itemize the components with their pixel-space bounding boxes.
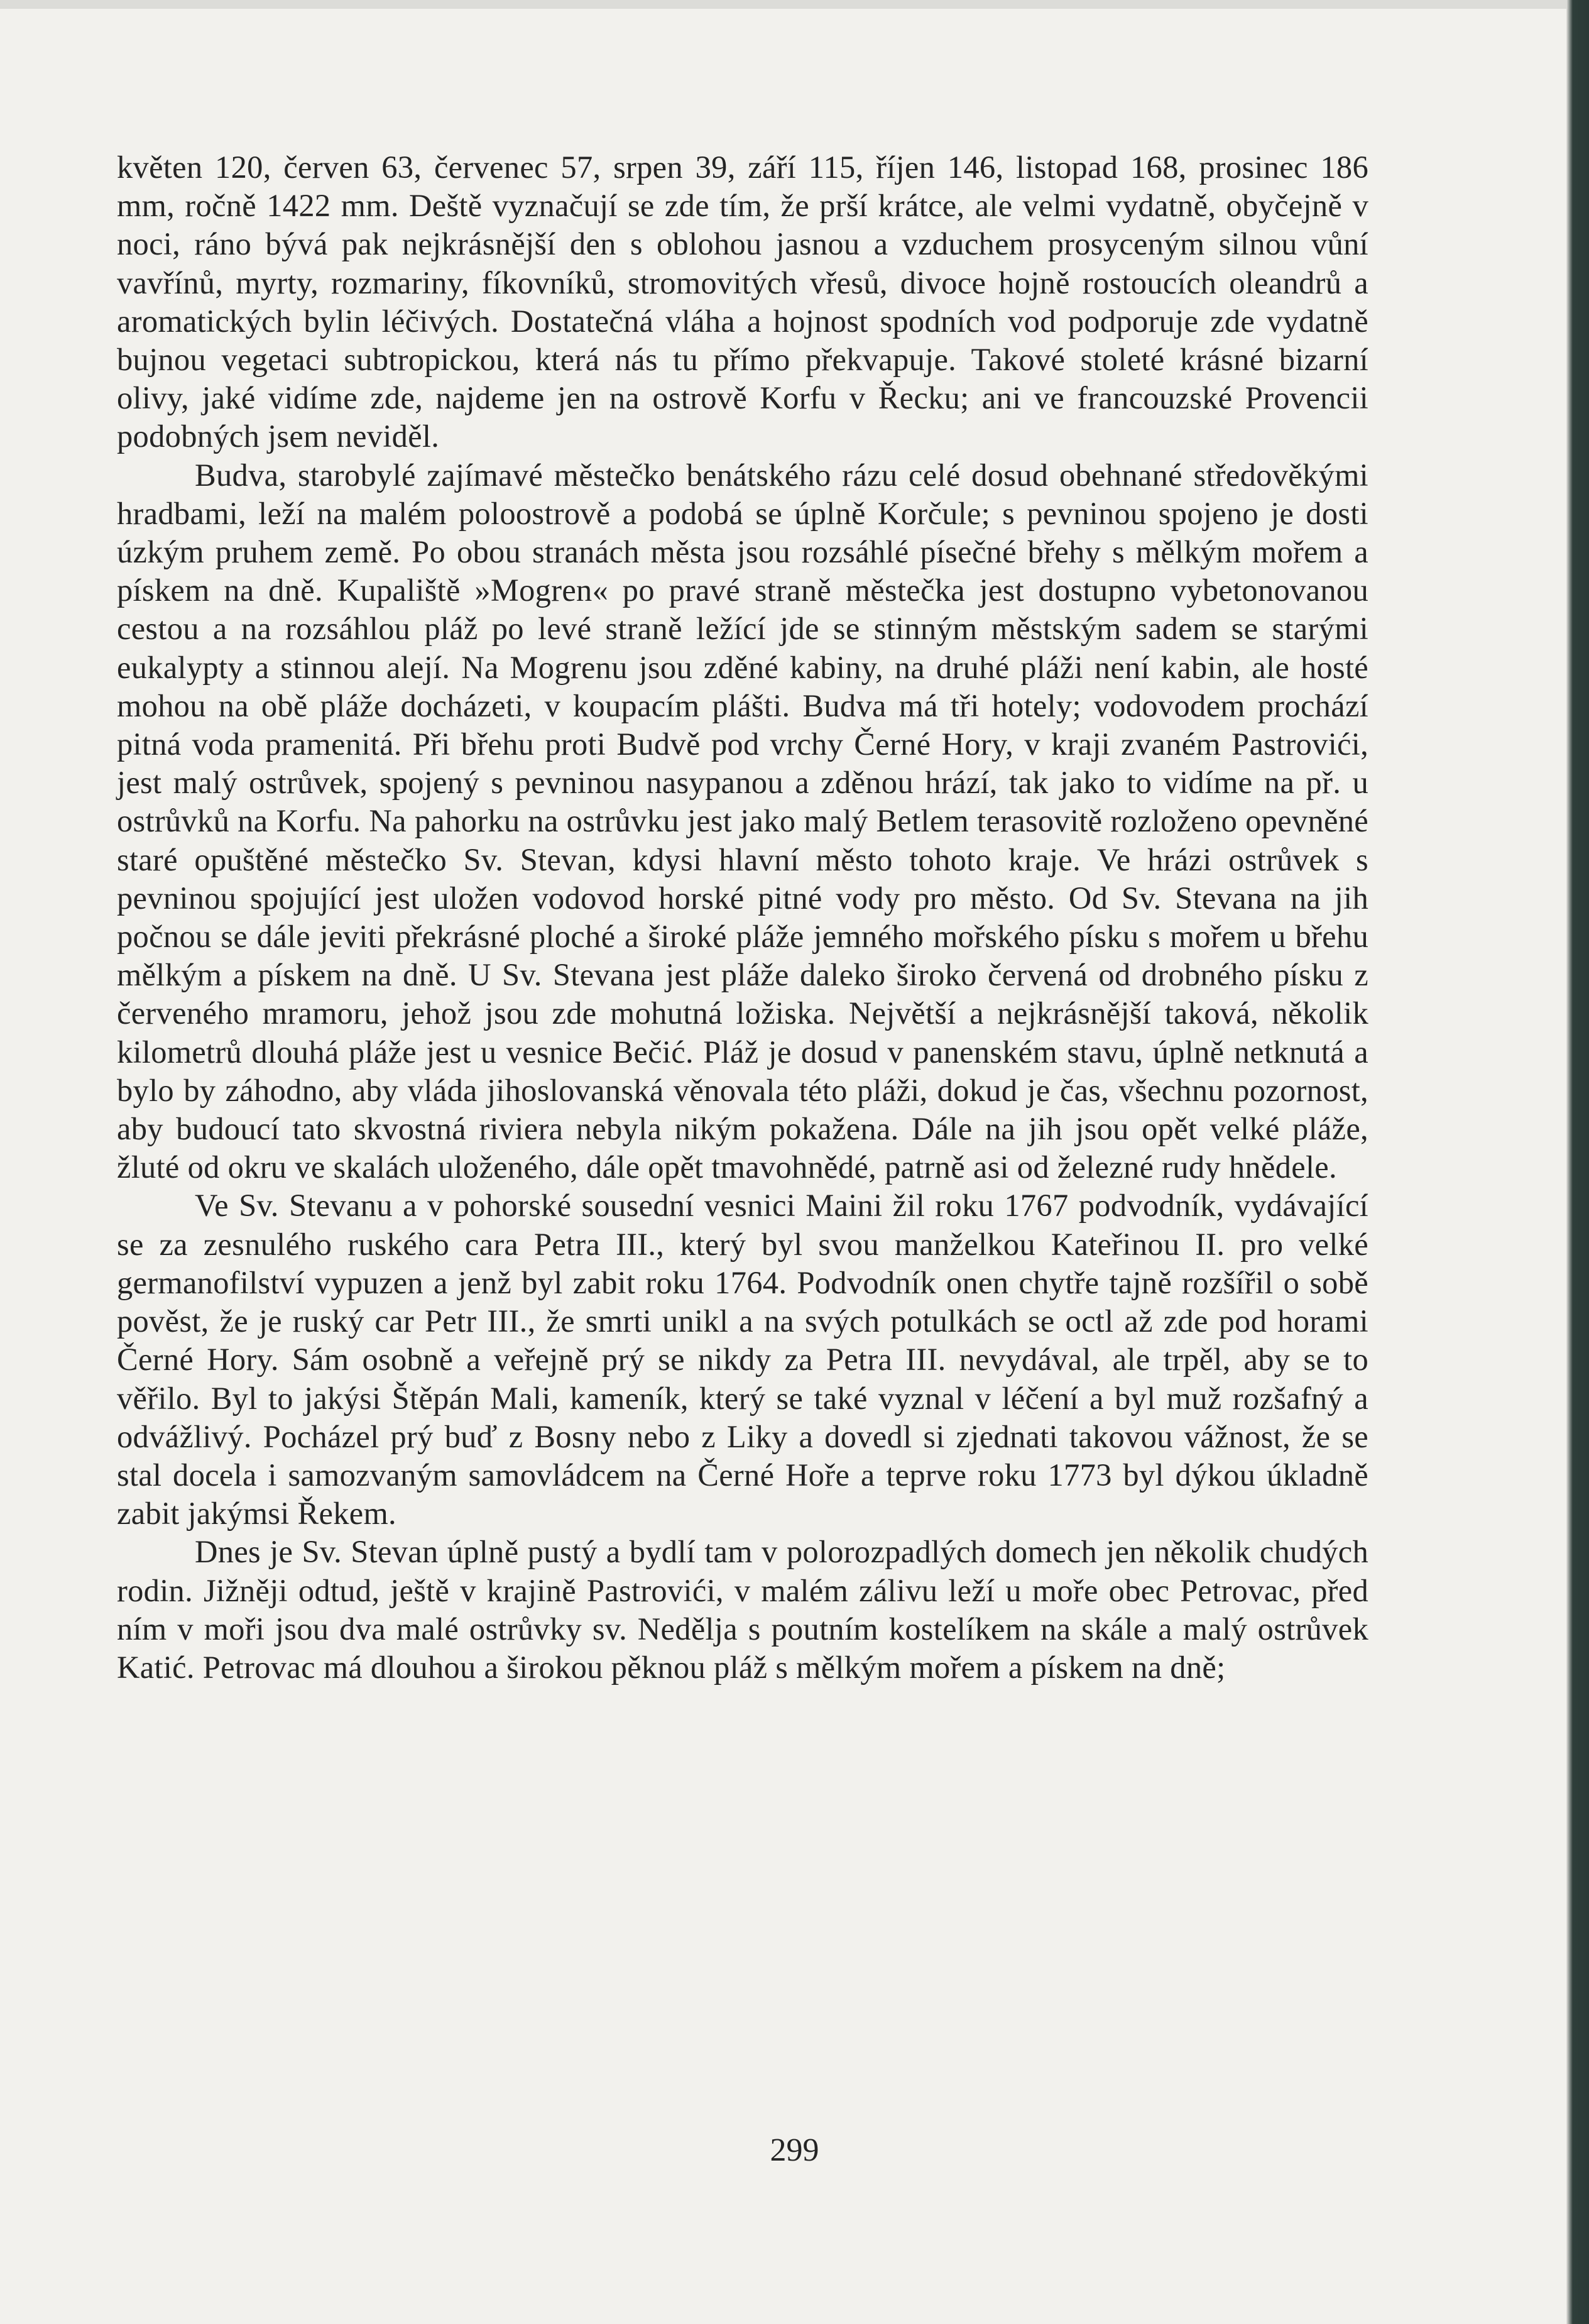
paragraph-2: Budva, starobylé zajímavé městečko benátského rázu celé dosud obehnané středověkými hradbami, leží na malém poloostrově a podobá se úplně Korčule; s pevninou spojeno je dosti úzkým pruhem země. Po obou stranách města jsou rozsáhlé písečné břehy s mělkým mořem a pískem na dně. Kupaliště »Mogren« po pravé straně městečka jest dostupno vybetonovanou cestou a na rozsáhlou pláž po levé straně ležící jde se stinným městským sadem se starými eukalypty a stinnou alejí. Na Mogrenu jsou zděné kabiny, na druhé pláži není kabin, ale hosté mohou na obě pláže docházeti, v koupacím plášti. Budva má tři hotely; vodovodem prochází pitná voda pramenitá. Při břehu proti Budvě pod vrchy Černé Hory, v kraji zvaném Pastrovići, jest malý ostrůvek, spojený s pevninou nasypanou a zděnou hrází, tak jako to vidíme na př. u ostrůvků na Korfu. Na pahorku na ostrůvku jest jako malý Betlem terasovitě rozloženo opevněné staré opuštěné městečko Sv. Stevan, kdysi hlavní město tohoto kraje. Ve hrázi ostrůvek s pevninou spojující jest uložen vodovod horské pitné vody pro město. Od Sv. Stevana na jih počnou se dále jeviti překrásné ploché a široké pláže jemného mořského písku s mořem u břehu mělkým a pískem na dně. U Sv. Stevana jest pláže daleko široko červená od drobného písku z červeného mramoru, jehož jsou zde mohutná ložiska. Největší a nejkrásnější taková, několik kilometrů dlouhá pláže jest u vesnice Bečić. Pláž je dosud v panenském stavu, úplně netknutá a bylo by záhodno, aby vláda jihoslovanská věnovala této pláži, dokud je čas, všechnu pozornost, aby budoucí tato skvostná riviera nebyla nikým pokažena. Dále na jih jsou opět velké pláže, žluté od okru ve skalách uloženého, dále opět tmavohnědé, patrně asi od železné rudy hnědele. [117,457,1368,1185]
page-top-edge [0,0,1589,9]
paragraph-3: Ve Sv. Stevanu a v pohorské sousední vesnici Maini žil roku 1767 podvodník, vydávající se za zesnulého ruského cara Petra III., který byl svou manželkou Kateřinou II. pro velké germanofilství vypuzen a jenž byl zabit roku 1764. Podvodník onen chytře tajně rozšířil o sobě pověst, že je ruský car Petr III., že smrti unikl a na svých potulkách se octl až zde pod horami Černé Hory. Sám osobně a veřejně prý se nikdy za Petra III. nevydával, ale trpěl, aby se to věřilo. Byl to jakýsi Štěpán Mali, kameník, který se také vyznal v léčení a byl muž rozšafný a odvážlivý. Pocházel prý buď z Bosny nebo z Liky a dovedl si zjednati takovou vážnost, že se stal docela i samozvaným samovládcem na Černé Hoře a teprve roku 1773 byl dýkou úkladně zabit jakýmsi Řekem. [117,1188,1368,1532]
paragraph-1: květen 120, červen 63, červenec 57, srpen 39, září 115, říjen 146, listopad 168, prosinec 186 mm, ročně 1422 mm. Deště vyznačují se zde tím, že prší krátce, ale velmi vydatně, obyčejně v noci, ráno bývá pak nejkrásnější den s oblohou jasnou a vzduchem prosyceným silnou vůní vavřínů, myrty, rozmariny, fíkovníků, stromovitých vřesů, divoce hojně rostoucích oleandrů a aromatických bylin léčivých. Dostatečná vláha a hojnost spodních vod podporuje zde vydatně bujnou vegetaci subtropickou, která nás tu přímo překvapuje. Takové stoleté krásné bizarní olivy, jaké vidíme zde, najdeme jen na ostrově Korfu v Řecku; ani ve francouzské Provencii podobných jsem neviděl. [117,150,1368,454]
paragraph-4: Dnes je Sv. Stevan úplně pustý a bydlí tam v polorozpadlých domech jen několik chudých rodin. Jižněji odtud, ještě v krajině Pastrovići, v malém zálivu leží u moře obec Petrovac, před ním v moři jsou dva malé ostrůvky sv. Nedělja s poutním kostelíkem na skále a malý ostrůvek Katić. Petrovac má dlouhou a širokou pěknou pláž s mělkým mořem a pískem na dně; [117,1534,1368,1685]
page-number: 299 [770,2132,819,2168]
page-right-edge [1566,0,1589,2324]
body-text [117,148,1368,1687]
